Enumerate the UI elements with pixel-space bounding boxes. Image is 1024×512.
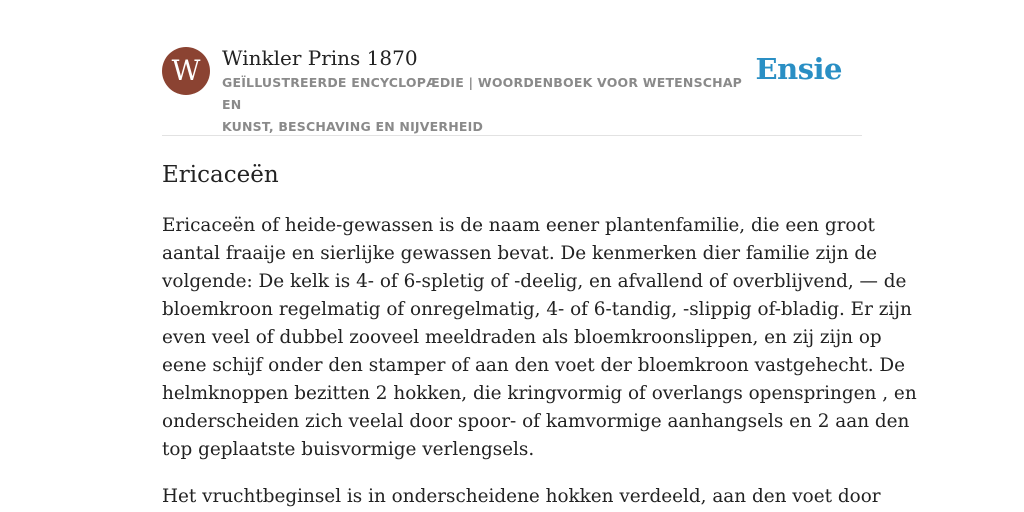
article-title: Ericaceën [162, 162, 279, 188]
text-line: helmknoppen bezitten 2 hokken, die kringvormig of overlangs openspringen , en [162, 383, 917, 404]
text-line: onderscheiden zich veelal door spoor- of kamvormige aanhangsels en 2 aan den [162, 411, 910, 432]
article-body [162, 212, 917, 512]
source-avatar[interactable]: W [162, 47, 210, 95]
text-line: volgende: De kelk is 4- of 6-spletig of -deelig, en afvallend of overblijvend, — de [162, 271, 907, 292]
text-line: Het vruchtbeginsel is in onderscheidene hokken verdeeld, aan den voet door [162, 486, 881, 507]
article-paragraph [162, 212, 917, 464]
source-subtitle-line: KUNST, BESCHAVING EN NIJVERHEID [222, 119, 484, 134]
text-line: eene schijf onder den stamper of aan den voet der bloemkroon vastgehecht. De [162, 355, 906, 376]
text-line: even veel of dubbel zooveel meeldraden als bloemkroonslippen, en zij zijn op [162, 327, 882, 348]
source-subtitle [222, 72, 752, 138]
source-subtitle-line: GEÏLLUSTREERDE ENCYCLOPÆDIE | WOORDENBOEK VOOR WETENSCHAP EN [222, 75, 743, 112]
text-line: bloemkroon regelmatig of onregelmatig, 4- of 6-tandig, -slippig of-bladig. Er zijn [162, 299, 912, 320]
ensie-logo[interactable]: Ensie [755, 52, 842, 86]
text-line: Ericaceën of heide-gewassen is de naam eener plantenfamilie, die een groot [162, 215, 875, 236]
text-line: top geplaatste buisvormige verlengsels. [162, 439, 535, 460]
source-title[interactable]: Winkler Prins 1870 [222, 46, 418, 70]
header-divider [162, 135, 862, 136]
text-line: aantal fraaije en sierlijke gewassen bevat. De kenmerken dier familie zijn de [162, 243, 878, 264]
source-header [162, 46, 862, 136]
article-paragraph [162, 483, 881, 511]
